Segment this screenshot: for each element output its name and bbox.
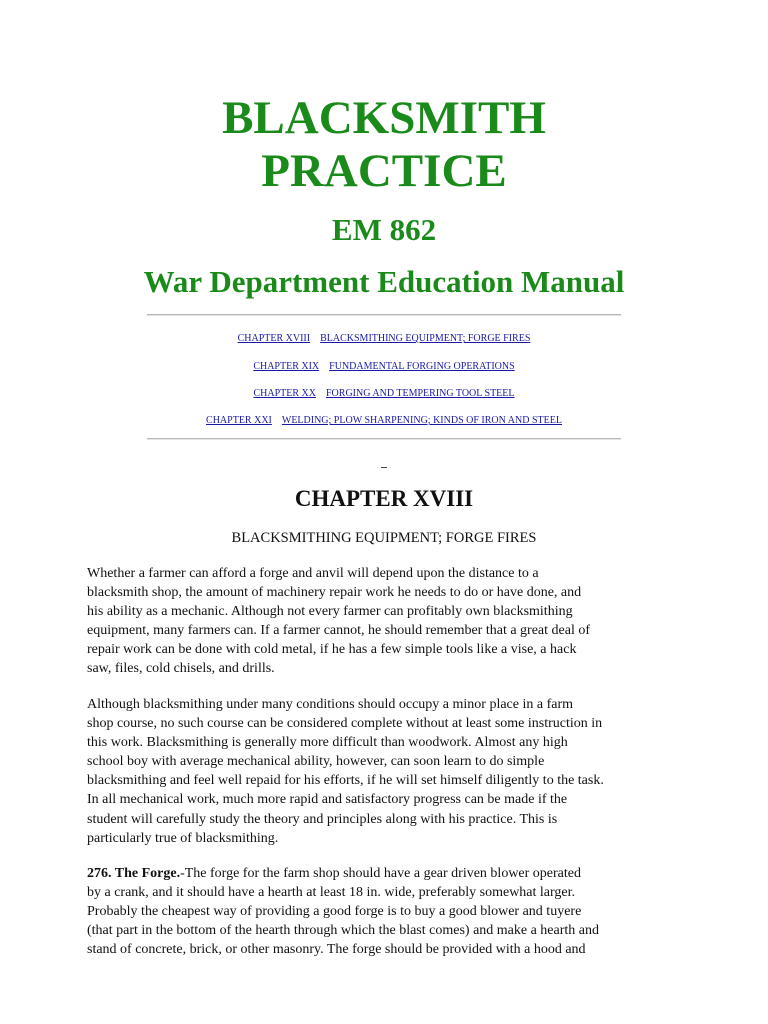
toc-link-topic-xx[interactable]: FORGING AND TEMPERING TOOL STEEL <box>325 388 515 399</box>
toc-entry-chapter-xix <box>0 361 768 373</box>
paragraph-line: his ability as a mechanic. Although not every farmer can profitably own blacksmithing <box>87 604 573 620</box>
paragraph-line: In all mechanical work, much more rapid and satisfactory progress can be made if the <box>87 792 568 808</box>
paragraph-line: stand of concrete, brick, or other masonry. The forge should be provided with a hood and <box>87 942 586 958</box>
paragraph-line: Whether a farmer can afford a forge and anvil will depend upon the distance to a <box>87 566 539 581</box>
divider-top <box>147 314 621 316</box>
paragraph-line <box>87 864 687 883</box>
paragraph-line: blacksmithing and feel well repaid for his efforts, if he will set himself diligently to the task. <box>87 773 604 789</box>
manual-subtitle: War Department Education Manual <box>143 264 625 299</box>
paragraph-line-rest: -The forge for the farm shop should have a gear driven blower operated <box>180 866 581 881</box>
paragraph-line: Probably the cheapest way of providing a good forge is to buy a good blower and tuyere <box>87 904 582 920</box>
divider-bottom <box>147 438 621 440</box>
paragraph-blacksmithing-course <box>87 695 687 848</box>
toc-link-chapter-xxi[interactable]: CHAPTER XXI <box>206 415 272 426</box>
paragraph-line: (that part in the bottom of the hearth through which the blast comes) and make a hearth and <box>87 923 600 939</box>
manual-code: EM 862 <box>331 212 437 247</box>
paragraph-the-forge <box>87 864 687 959</box>
paragraph-line: repair work can be done with cold metal, if he has a few simple tools like a vise, a hack <box>87 642 577 658</box>
paragraph-forge-affordability <box>87 564 687 679</box>
toc-entry-chapter-xxi <box>0 415 768 427</box>
paragraph-line: particularly true of blacksmithing. <box>87 830 279 846</box>
toc-link-topic-xviii[interactable]: BLACKSMITHING EQUIPMENT; FORGE FIRES <box>320 333 531 344</box>
toc-link-chapter-xx[interactable]: CHAPTER XX <box>253 388 316 399</box>
section-lead-the-forge: 276. The Forge. <box>87 866 181 881</box>
title-line-1: BLACKSMITH <box>222 92 546 144</box>
paragraph-line: by a crank, and it should have a hearth at least 18 in. wide, preferably somewhat larger. <box>87 885 576 901</box>
paragraph-line: saw, files, cold chisels, and drills. <box>87 661 275 677</box>
paragraph-line: Although blacksmithing under many conditions should occupy a minor place in a farm <box>87 697 574 712</box>
toc-entry-chapter-xx <box>0 388 768 400</box>
paragraph-line: blacksmith shop, the amount of machinery repair work he needs to do or have done, and <box>87 585 582 601</box>
paragraph-line: equipment, many farmers can. If a farmer cannot, he should remember that a great deal of <box>87 623 591 639</box>
title-line-2: PRACTICE <box>261 145 507 197</box>
paragraph-line: this work. Blacksmithing is generally more difficult than woodwork. Almost any high <box>87 735 568 751</box>
paragraph-line: shop course, no such course can be considered complete without at least some instruction in <box>87 716 603 732</box>
small-dash-mark <box>381 467 387 468</box>
paragraph-line: student will carefully study the theory and principles along with his practice. This is <box>87 811 558 827</box>
chapter-subheading: BLACKSMITHING EQUIPMENT; FORGE FIRES <box>231 530 537 546</box>
toc-entry-chapter-xviii <box>0 333 768 345</box>
chapter-heading: CHAPTER XVIII <box>294 486 474 511</box>
paragraph-line: school boy with average mechanical ability, however, can soon learn to do simple <box>87 754 545 770</box>
toc-link-topic-xxi[interactable]: WELDING; PLOW SHARPENING; KINDS OF IRON AND STEEL <box>281 415 562 426</box>
toc-link-chapter-xix[interactable]: CHAPTER XIX <box>253 361 320 372</box>
toc-link-topic-xix[interactable]: FUNDAMENTAL FORGING OPERATIONS <box>329 361 515 372</box>
toc-link-chapter-xviii[interactable]: CHAPTER XVIII <box>237 333 311 344</box>
